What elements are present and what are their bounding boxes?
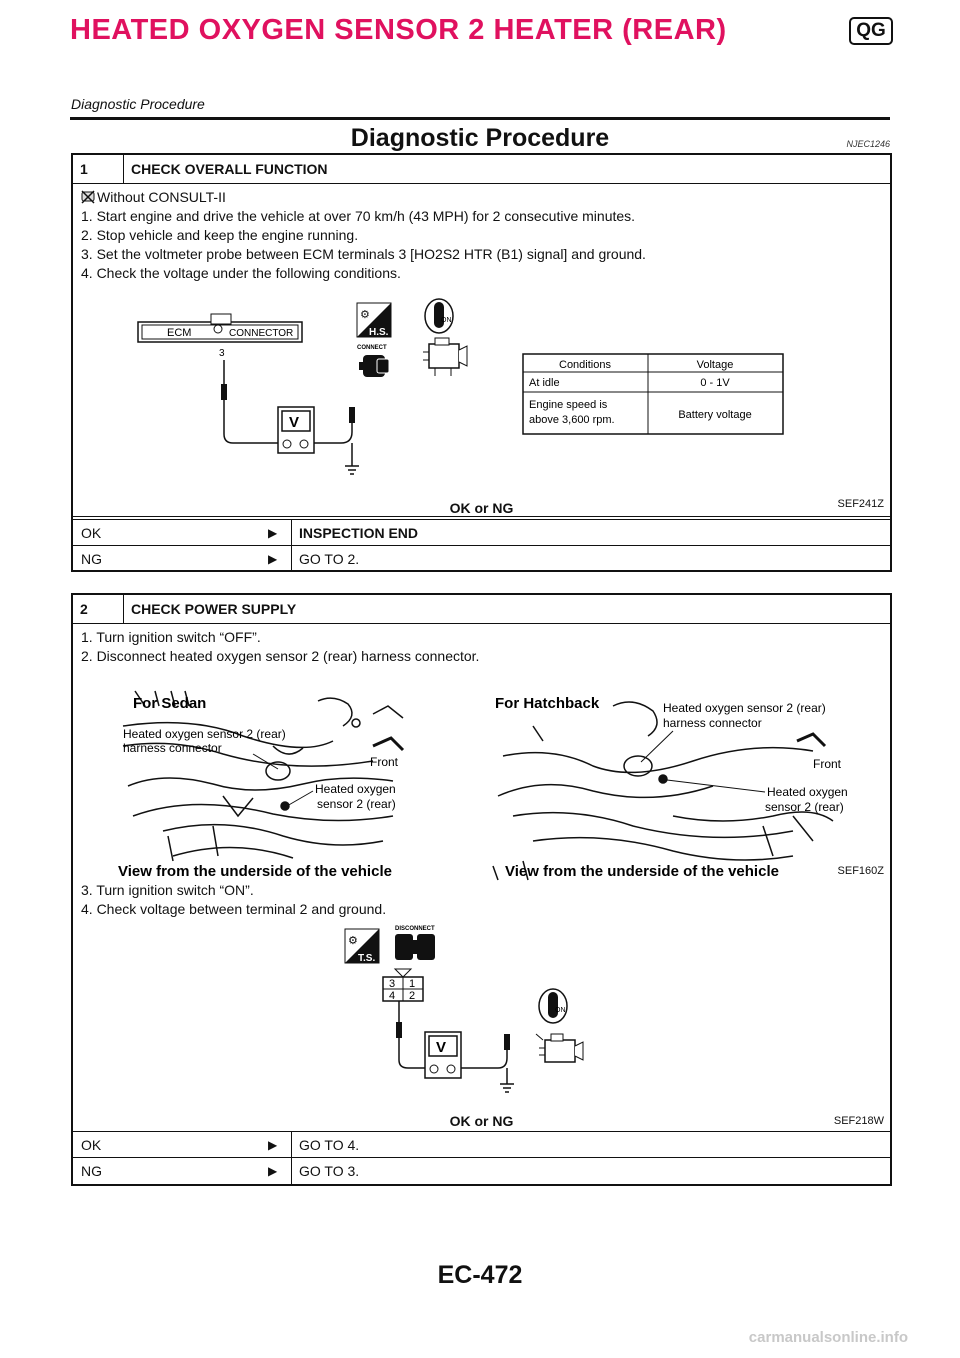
page-number: EC-472 xyxy=(437,1261,523,1289)
step-2-okng: OK or NG xyxy=(449,1113,514,1129)
model-badge: QG xyxy=(849,17,893,45)
hatch-label-2a: Heated oxygen xyxy=(767,785,848,799)
engine-icon xyxy=(423,338,467,376)
result-value: GO TO 3. xyxy=(299,1163,360,1179)
svg-text:CONNECT: CONNECT xyxy=(357,345,387,351)
svg-text:1: 1 xyxy=(409,978,416,990)
svg-text:V: V xyxy=(436,1039,447,1056)
hatch-label-1b: harness connector xyxy=(663,716,762,730)
sedan-underbody-illustration xyxy=(123,691,403,861)
step-2-box xyxy=(71,593,892,1186)
step-2-line-1: 1. Turn ignition switch “OFF”. xyxy=(81,629,261,645)
result-value: GO TO 2. xyxy=(299,551,360,567)
sedan-label-2b: sensor 2 (rear) xyxy=(317,797,396,811)
sedan-label-2a: Heated oxygen xyxy=(315,782,396,796)
sedan-caption: View from the underside of the vehicle xyxy=(118,863,392,880)
sedan-front: Front xyxy=(370,755,399,769)
arrow-icon: ▶ xyxy=(268,1138,278,1152)
step-1-line-1: 1. Start engine and drive the vehicle at over 70 km/h (43 MPH) for 2 consecutive minutes. xyxy=(81,208,636,224)
front-arrow-icon xyxy=(373,738,403,750)
engine-icon xyxy=(536,1034,583,1062)
arrow-icon: ▶ xyxy=(268,526,278,540)
step-1-line-2: 2. Stop vehicle and keep the engine running. xyxy=(81,227,359,243)
svg-text:ON: ON xyxy=(441,317,452,324)
step-2-number: 2 xyxy=(80,601,88,617)
step-1-line-3: 3. Set the voltmeter probe between ECM terminals 3 [HO2S2 HTR (B1) signal] and ground. xyxy=(81,246,646,262)
front-arrow-icon xyxy=(797,734,825,746)
hatch-label-1a: Heated oxygen sensor 2 (rear) xyxy=(663,701,826,715)
hatch-title: For Hatchback xyxy=(495,695,600,712)
step-2-line-2: 2. Disconnect heated oxygen sensor 2 (rear) harness connector. xyxy=(81,648,480,664)
svg-text:DISCONNECT: DISCONNECT xyxy=(395,926,435,932)
step-1-result-ok xyxy=(73,519,890,546)
step-2-line-3: 3. Turn ignition switch “ON”. xyxy=(81,882,254,898)
svg-text:V: V xyxy=(289,414,300,431)
svg-text:⚙: ⚙ xyxy=(360,309,370,321)
table-cell-speed-l2: above 3,600 rpm. xyxy=(529,414,615,426)
step-1-result-ng xyxy=(73,545,890,571)
section-code: NJEC1246 xyxy=(846,139,890,149)
figure-terminal-voltage-check xyxy=(73,922,888,1097)
table-cell-speed-voltage: Battery voltage xyxy=(678,409,752,421)
step-2-result-ng xyxy=(73,1157,890,1185)
connect-icon xyxy=(357,345,389,377)
hatch-caption: View from the underside of the vehicle xyxy=(505,863,779,880)
table-cell-idle-voltage: 0 - 1V xyxy=(700,377,730,389)
figure-sensor-location xyxy=(73,666,888,881)
svg-text:4: 4 xyxy=(389,990,396,1002)
section-title: Diagnostic Procedure xyxy=(350,124,610,152)
svg-text:⚙: ⚙ xyxy=(348,935,358,947)
step-2-header xyxy=(73,595,890,623)
svg-text:3: 3 xyxy=(389,978,396,990)
conditions-table xyxy=(523,354,783,434)
terminal-label: 3 xyxy=(219,348,225,359)
arrow-icon: ▶ xyxy=(268,1164,278,1178)
svg-text:T.S.: T.S. xyxy=(358,953,376,964)
figure-id-3: SEF218W xyxy=(833,1115,884,1127)
connector-label: CONNECTOR xyxy=(229,328,294,339)
hatch-label-2b: sensor 2 (rear) xyxy=(765,800,844,814)
figure-id-1: SEF241Z xyxy=(837,498,884,510)
table-cell-idle: At idle xyxy=(529,377,560,389)
sedan-label-1b: harness connector xyxy=(123,741,222,755)
watermark: carmanualsonline.info xyxy=(748,1329,908,1346)
table-header-voltage: Voltage xyxy=(696,359,734,371)
ts-tool-icon xyxy=(345,929,379,964)
table-header-conditions: Conditions xyxy=(559,359,611,371)
result-label: NG xyxy=(81,1163,102,1179)
ecm-connector-icon xyxy=(138,314,302,359)
step-1-divider xyxy=(123,155,124,183)
step-1-box xyxy=(71,153,892,572)
step-2-body xyxy=(73,623,890,1133)
table-cell-speed-l1: Engine speed is xyxy=(529,399,608,411)
hs-tool-icon xyxy=(357,303,391,338)
ecm-label: ECM xyxy=(167,327,192,339)
result-value: GO TO 4. xyxy=(299,1137,360,1153)
voltmeter-icon xyxy=(425,1032,461,1078)
figure-ecm-voltage-check xyxy=(73,294,888,484)
step-1-okng: OK or NG xyxy=(449,500,514,516)
step-1-mode: Without CONSULT-II xyxy=(97,189,226,205)
result-value: INSPECTION END xyxy=(299,525,419,541)
hatch-front: Front xyxy=(813,757,842,771)
step-2-line-4: 4. Check voltage between terminal 2 and ground. xyxy=(81,901,387,917)
sedan-title: For Sedan xyxy=(133,695,207,712)
step-1-body xyxy=(73,183,890,517)
figure-id-2: SEF160Z xyxy=(837,865,884,877)
svg-text:2: 2 xyxy=(409,990,416,1002)
step-2-title: CHECK POWER SUPPLY xyxy=(131,601,297,617)
step-2-result-ok xyxy=(73,1131,890,1158)
result-label: OK xyxy=(81,1137,102,1153)
step-1-number: 1 xyxy=(80,161,88,177)
harness-connector-icon xyxy=(383,969,423,1002)
page-header-subtitle: Diagnostic Procedure xyxy=(71,96,205,112)
step-1-title: CHECK OVERALL FUNCTION xyxy=(131,161,328,177)
ignition-key-icon xyxy=(425,299,453,333)
page-header-title: HEATED OXYGEN SENSOR 2 HEATER (REAR) xyxy=(70,14,727,46)
header-rule xyxy=(70,117,890,120)
svg-text:H.S.: H.S. xyxy=(369,327,389,338)
sedan-label-1a: Heated oxygen sensor 2 (rear) xyxy=(123,727,286,741)
svg-text:ON: ON xyxy=(555,1007,566,1014)
step-1-header xyxy=(73,155,890,183)
step-2-divider xyxy=(123,595,124,623)
voltmeter-icon xyxy=(278,407,314,453)
result-label: OK xyxy=(81,525,102,541)
arrow-icon: ▶ xyxy=(268,552,278,566)
result-label: NG xyxy=(81,551,102,567)
disconnect-icon xyxy=(395,926,435,960)
ignition-key-icon xyxy=(539,989,567,1023)
no-consult-icon xyxy=(80,189,96,208)
step-1-line-4: 4. Check the voltage under the following conditions. xyxy=(81,265,401,281)
